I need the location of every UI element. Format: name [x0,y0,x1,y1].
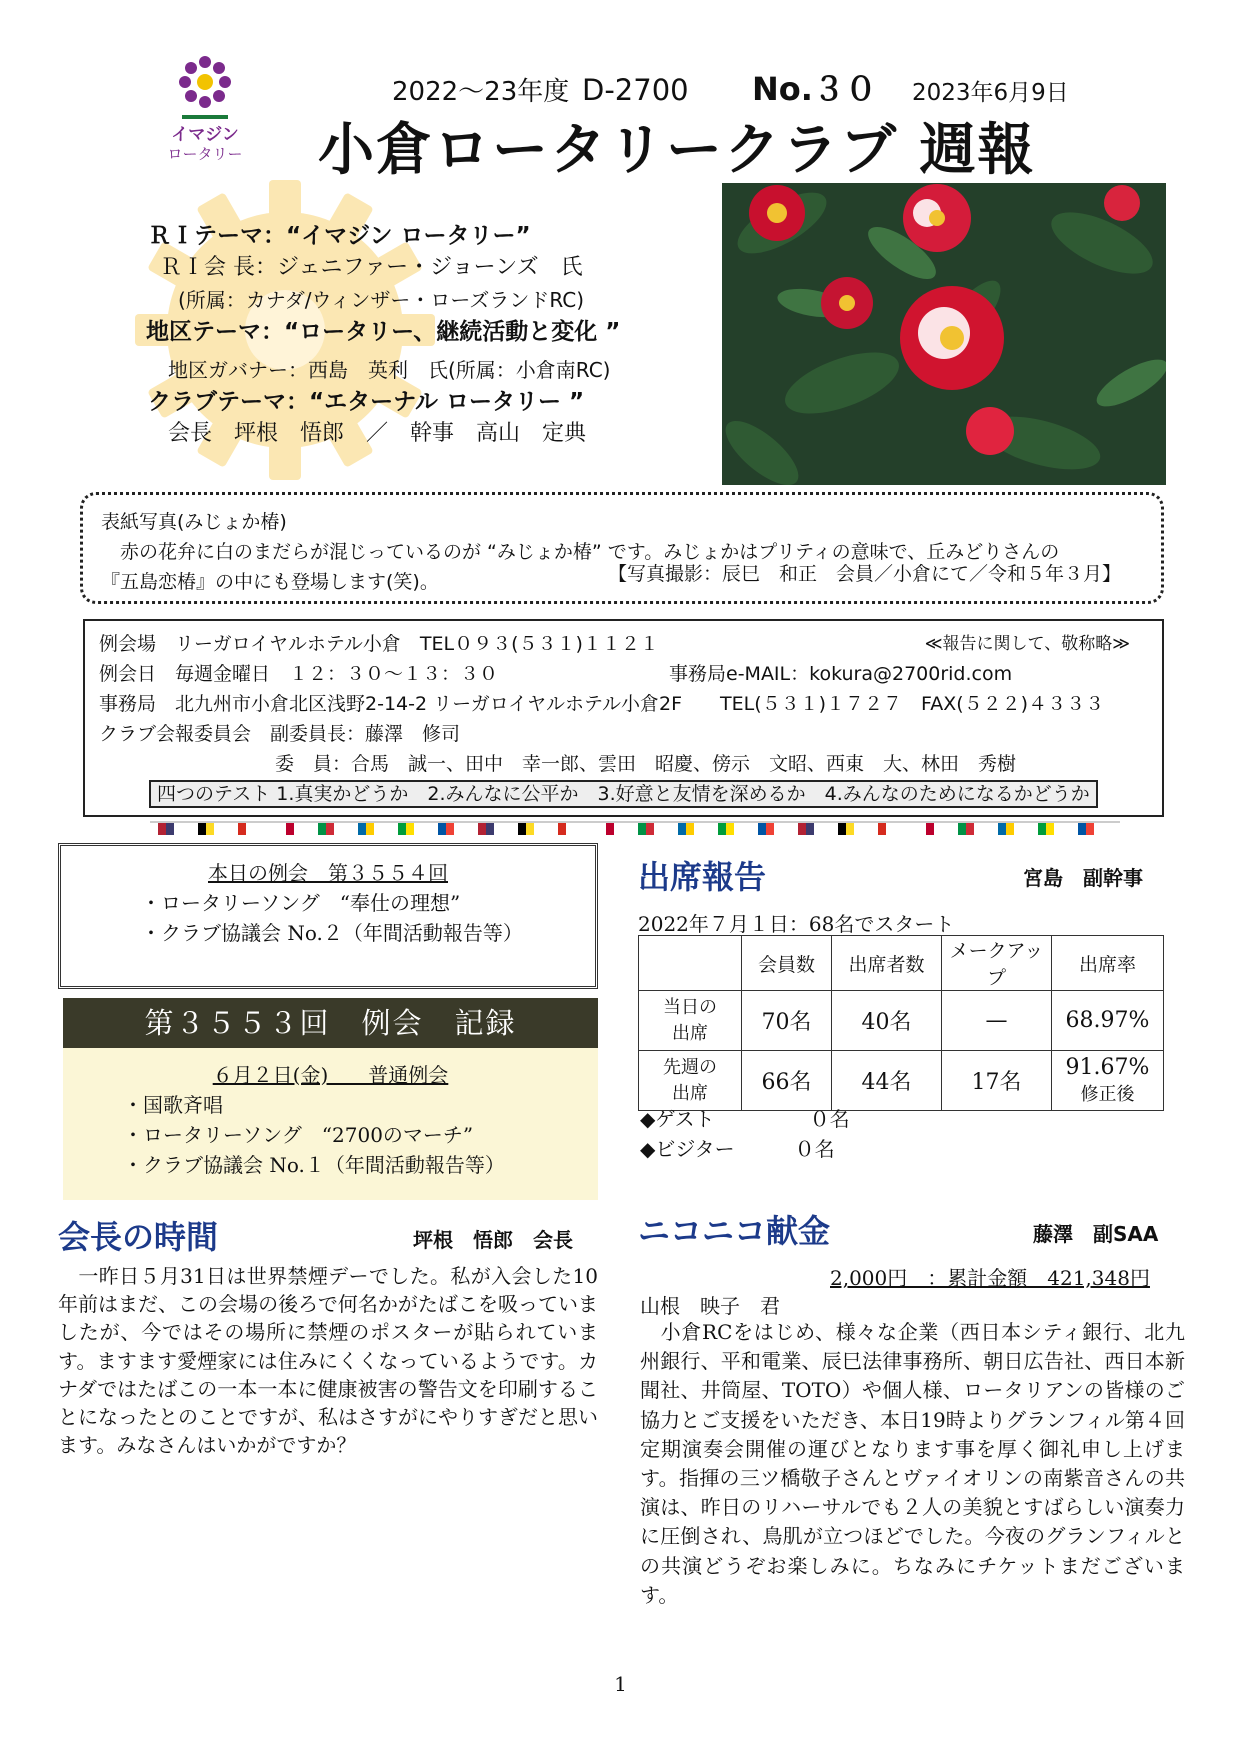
flag-icon [878,823,886,835]
attendance-header-cell: メークアップ [942,936,1052,991]
row-label-line: 出席 [672,1082,708,1104]
attendance-rate-cell [1052,1051,1164,1111]
flag-icon [638,823,646,835]
record-heading: 第３５５３回 例会 記録 [63,998,598,1048]
flag-bunting-icon [150,820,1120,836]
club-theme: クラブテーマ：“エターナル ロータリー ” [148,389,585,415]
guest-value: ０名 [809,1107,850,1131]
flag-icon [486,823,494,835]
record-date: ６月２日(金) 普通例会 [212,1063,449,1087]
attendance-makeup: — [942,991,1052,1051]
flag-icon [758,823,766,835]
ri-theme: ＲＩテーマ：“イマジン ロータリー” [148,223,531,249]
flag-icon [886,823,894,835]
ri-president: ＲＩ会 長：ジェニファー・ジョーンズ 氏 [160,255,583,280]
info-venue-row [99,629,1148,659]
info-office: 事務局 北九州市小倉北区浅野2-14-2 リーガロイヤルホテル小倉2F TEL(５３１)１７２７ FAX(５２２)４３３３ [99,693,1105,715]
issue-year: 2022～23年度 [392,77,570,107]
page-number: 1 [614,1672,627,1696]
today-meeting-box [58,843,598,989]
president-time-title: 会長の時間 [58,1218,219,1256]
visitor-label: ◆ビジター [640,1137,735,1161]
flag-icon [918,823,926,835]
flag-icon [518,823,526,835]
flag-icon [806,823,814,835]
flag-icon [1038,823,1046,835]
attendance-start: 2022年７月１日：68名でスタート [638,912,955,936]
attendance-header-cell: 出席率 [1052,936,1164,991]
cover-photo-camellia [722,183,1166,485]
info-day-row [99,659,1148,689]
flag-icon [526,823,534,835]
info-venue: 例会場 リーガロイヤルホテル小倉 TEL０９３(５３１)１１２１ [99,633,659,655]
record-item: ・ロータリーソング “2700のマーチ” [123,1123,474,1147]
flag-icon [326,823,334,835]
attendance-rate: 91.67% [1065,1055,1150,1080]
attendance-rate: 68.97% [1052,991,1164,1051]
flag-icon [766,823,774,835]
attendance-members: 70名 [742,991,832,1051]
caption-body-line2: 『五島恋椿』の中にも登場します(笑)。 [101,571,439,593]
flag-icon [798,823,806,835]
district-theme: 地区テーマ：“ロータリー、継続活動と変化 ” [146,319,621,345]
flag-icon [238,823,246,835]
issue-info [392,64,1112,108]
record-item: ・国歌斉唱 [123,1093,223,1117]
logo-underline [182,115,228,119]
issue-date: 2023年6月9日 [912,80,1069,106]
attendance-row-label [639,991,742,1051]
flag-icon [398,823,406,835]
record-body [63,1048,598,1200]
attendance-header-row [639,936,1164,991]
flag-icon [606,823,614,835]
issue-district: D-2700 [582,73,689,107]
ri-president-affiliation: (所属：カナダ/ウィンザー・ローズランドRC) [178,288,585,312]
flag-icon [646,823,654,835]
guest-label: ◆ゲスト [640,1107,715,1131]
caption-title: 表紙写真(みじょか椿) [101,511,287,533]
flag-icon [966,823,974,835]
president-time-author: 坪根 悟郎 会長 [413,1228,573,1252]
flag-icon [198,823,206,835]
flag-icon [446,823,454,835]
flag-icon [366,823,374,835]
today-meeting-item: ・ロータリーソング “奉仕の理想” [141,891,461,915]
attendance-makeup: 17名 [942,1051,1052,1111]
attendance-row-label [639,1051,742,1111]
four-way-test: 四つのテスト 1.真実かどうか 2.みんなに公平か 3.好意と友情を深めるか 4.みんなのためになるかどうか [149,780,1098,808]
attendance-present: 44名 [832,1051,942,1111]
themes-block [148,220,728,460]
nikoniko-text: 小倉RCをはじめ、様々な企業（西日本シティ銀行、北九州銀行、平和電業、辰巳法律事務所、朝日広告社、西日本新聞社、井筒屋、TOTO）や個人様、ロータリアンの皆様のご協力とご支援をいただき、本日19時よりグランフィル第４回定期演奏会開催の運びとなります事を厚く御礼申し上げます。指揮の三ツ橋敬子さんとヴァイオリンの南紫音さんの共演は、昨日のリハーサルでも２人の美貌とすばらしい演奏力に圧倒され、鳥肌が立つほどでした。今夜のグランフィルとの共演どうぞお楽しみに。ちなみにチケットまだございます。 [640,1320,1185,1607]
flag-icon [846,823,854,835]
flag-icon [566,823,574,835]
flag-icon [726,823,734,835]
flag-icon [166,823,174,835]
attendance-table [638,935,1164,1111]
row-label-line: 先週の [663,1056,717,1078]
nikoniko-donor: 山根 映子 君 [640,1294,780,1318]
attendance-members: 66名 [742,1051,832,1111]
cover-caption-box [80,492,1164,604]
flag-icon [1046,823,1054,835]
district-governor: 地区ガバナー：西島 英利 氏(所属：小倉南RC) [168,358,611,382]
nikoniko-amount: 2,000円 ：累計金額 421,348円 [830,1266,1150,1290]
flag-icon [206,823,214,835]
flag-icon [158,823,166,835]
flag-icon [478,823,486,835]
newsletter-title: 小倉ロータリークラブ 週報 [318,118,1036,183]
logo-text-rotary: ロータリー [167,145,243,163]
attendance-row [639,1051,1164,1111]
flag-icon [998,823,1006,835]
caption-credit: 【写真撮影：辰巳 和正 会員／小倉にて／令和５年３月】 [607,563,1121,585]
nikoniko-author: 藤澤 副SAA [1033,1222,1159,1246]
attendance-extra [640,1104,850,1164]
flag-icon [558,823,566,835]
visitor-value: ０名 [794,1137,835,1161]
nikoniko-title: ニコニコ献金 [638,1212,831,1250]
flag-icon [438,823,446,835]
row-label-line: 当日の [663,996,717,1018]
logo-text-imagine: イマジン [171,125,239,145]
meeting-info-box [83,619,1164,817]
info-members: 委 員：合馬 誠一、田中 幸一郎、雲田 昭慶、傍示 文昭、西東 大、林田 秀樹 [275,753,1017,775]
info-committee: クラブ会報委員会 副委員長：藤澤 修司 [99,723,461,745]
attendance-row [639,991,1164,1051]
club-officers: 会長 坪根 悟郎 ／ 幹事 高山 定典 [168,421,587,446]
flag-icon [1086,823,1094,835]
flag-icon [278,823,286,835]
today-meeting-title: 本日の例会 第３５５４回 [208,861,448,885]
flag-icon [246,823,254,835]
info-note: ≪報告に関して、敬称略≫ [924,634,1130,654]
attendance-header-cell [639,936,742,991]
imagine-rotary-logo [150,55,260,185]
flag-icon [358,823,366,835]
flag-icon [406,823,414,835]
attendance-header-cell: 会員数 [742,936,832,991]
flag-icon [1078,823,1086,835]
info-email: 事務局e-MAIL：kokura@2700rid.com [669,663,1013,685]
flag-icon [286,823,294,835]
flag-icon [686,823,694,835]
flag-icon [678,823,686,835]
issue-number: No.３０ [752,70,877,108]
attendance-author: 宮島 副幹事 [1023,866,1143,890]
today-meeting-item: ・クラブ協議会 No.２（年間活動報告等） [141,921,523,945]
flag-icon [1006,823,1014,835]
flag-icon [718,823,726,835]
president-time-text: 一昨日５月31日は世界禁煙デーでした。私が入会した10年前はまだ、この会場の後ろで何名かがたばこを吸っていましたが、今ではその場所に禁煙のポスターが貼られています。ますます愛煙家には住みにくくなっているようです。カナダではたばこの一本一本に健康被害の警告文を印刷することになったとのことですが、私はさすがにやりすぎだと思います。みなさんはいかがですか？ [58,1264,598,1458]
flag-icon [958,823,966,835]
attendance-header-cell: 出席者数 [832,936,942,991]
record-item: ・クラブ協議会 No.１（年間活動報告等） [123,1153,505,1177]
attendance-rate-note: 修正後 [1080,1084,1135,1105]
flag-icon [318,823,326,835]
flag-icon [926,823,934,835]
flag-icon [598,823,606,835]
attendance-title: 出席報告 [638,858,767,896]
flag-icon [838,823,846,835]
info-day: 例会日 毎週金曜日 １２：３０～１３：３０ [99,663,499,685]
attendance-present: 40名 [832,991,942,1051]
caption-body-line1: 赤の花弁に白のまだらが混じっているのが “みじょか椿” です。みじょかはプリティの意味で、丘みどりさんの [101,541,1060,563]
flower-logo-icon [178,55,232,109]
row-label-line: 出席 [672,1022,708,1044]
